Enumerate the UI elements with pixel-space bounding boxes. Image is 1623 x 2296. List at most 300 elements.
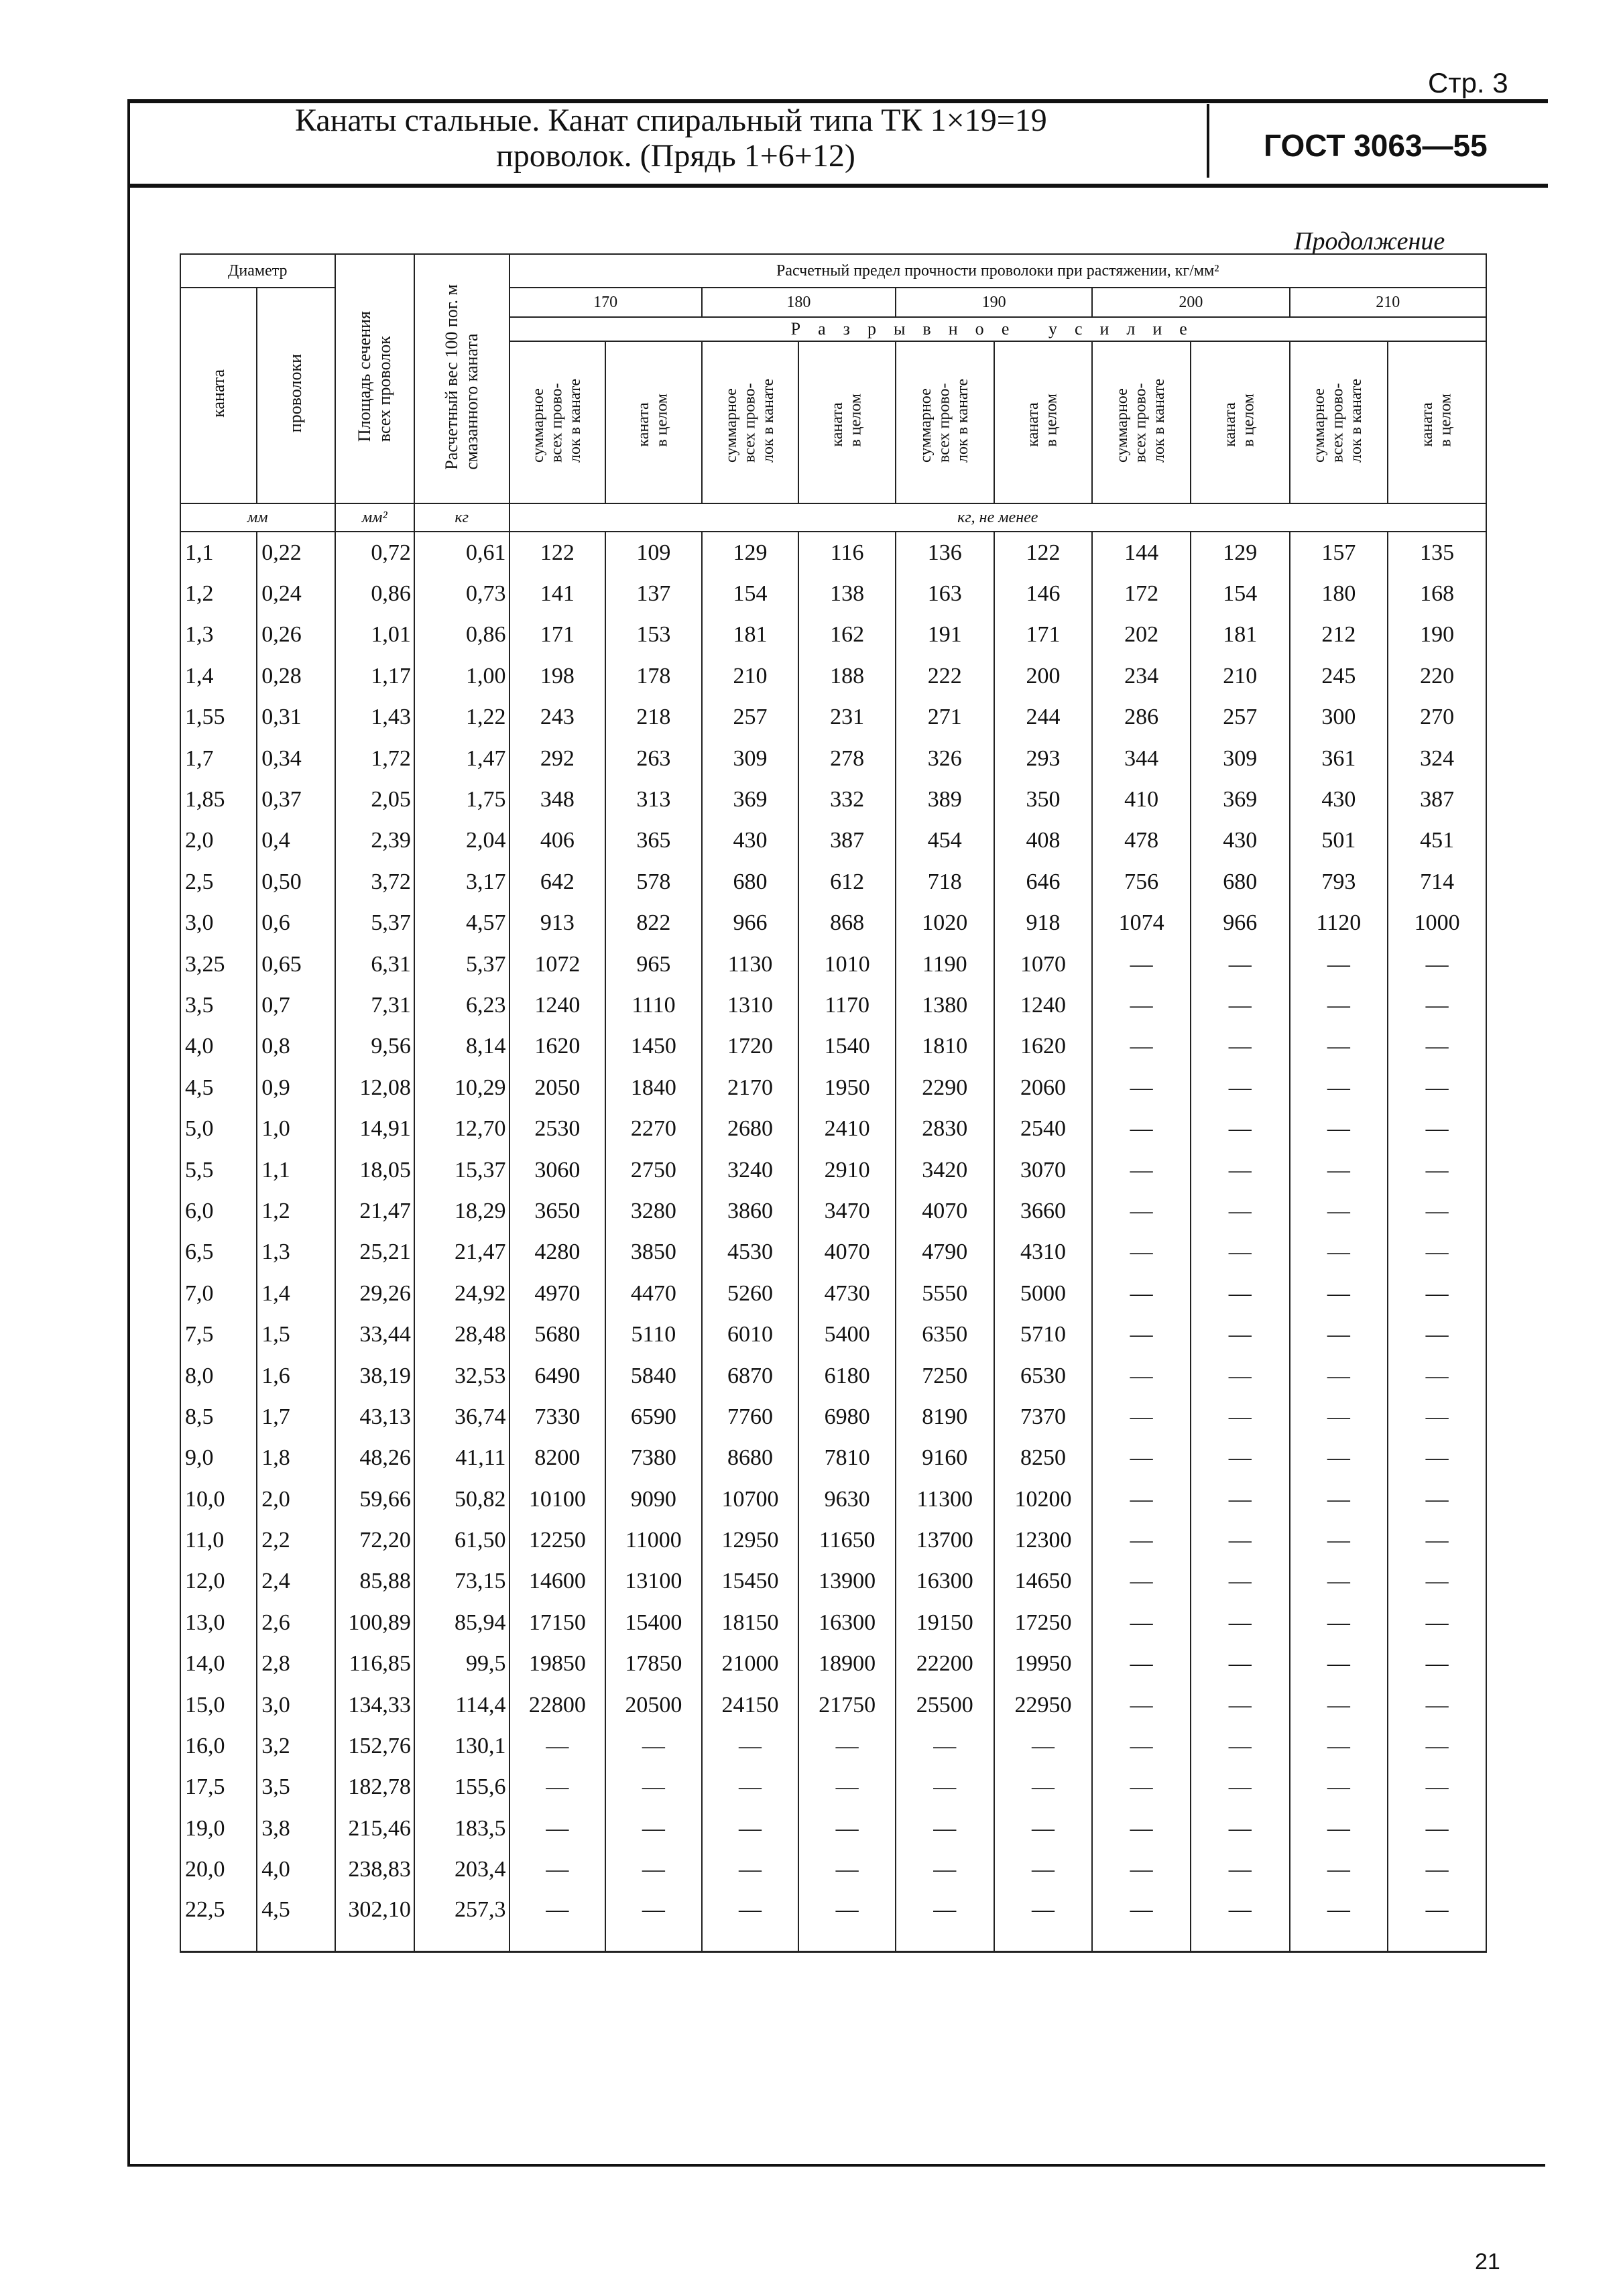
document-title-line2: проволок. (Прядь 1+6+12) xyxy=(496,138,855,174)
table-row xyxy=(180,1108,1486,1149)
table-cell: 25,21 xyxy=(335,1232,414,1273)
table-cell: 136 xyxy=(896,532,994,573)
table-cell: 38,19 xyxy=(335,1355,414,1396)
gost-code: ГОСТ 3063—55 xyxy=(1264,128,1488,163)
table-cell: 1,17 xyxy=(335,656,414,697)
table-cell: 19150 xyxy=(896,1602,994,1643)
table-cell: 15,37 xyxy=(414,1150,509,1191)
area-header: Площадь сечения всех проволок xyxy=(335,254,414,503)
whole-170-header: каната в целом xyxy=(605,341,702,503)
table-row xyxy=(180,532,1486,573)
table-cell: 0,22 xyxy=(257,532,335,573)
table-cell: — xyxy=(1092,1026,1191,1067)
table-row xyxy=(180,656,1486,697)
table-cell: — xyxy=(994,1808,1093,1849)
table-cell: 72,20 xyxy=(335,1520,414,1561)
table-cell: 966 xyxy=(1191,903,1290,944)
table-cell: 5,0 xyxy=(180,1108,257,1149)
table-cell: — xyxy=(1092,1520,1191,1561)
table-cell: 7,0 xyxy=(180,1273,257,1314)
table-cell: 2,4 xyxy=(257,1561,335,1602)
table-cell: 146 xyxy=(994,573,1093,614)
strength-180-header: 180 xyxy=(702,288,896,317)
table-cell: 1540 xyxy=(798,1026,896,1067)
table-cell: 0,65 xyxy=(257,944,335,985)
table-cell: 369 xyxy=(1191,779,1290,820)
table-cell: — xyxy=(896,1890,994,1952)
table-cell: — xyxy=(1388,1561,1486,1602)
table-cell: 270 xyxy=(1388,697,1486,738)
table-cell: 28,48 xyxy=(414,1314,509,1355)
table-cell: — xyxy=(1191,1561,1290,1602)
table-row xyxy=(180,1520,1486,1561)
table-cell: 12,0 xyxy=(180,1561,257,1602)
table-cell: 0,8 xyxy=(257,1026,335,1067)
table-cell: — xyxy=(1092,1890,1191,1952)
table-cell: — xyxy=(1092,1150,1191,1191)
table-cell: 245 xyxy=(1290,656,1388,697)
table-cell: 300 xyxy=(1290,697,1388,738)
table-cell: 181 xyxy=(1191,615,1290,656)
strength-190-header: 190 xyxy=(896,288,1092,317)
table-row xyxy=(180,1438,1486,1479)
table-cell: — xyxy=(1191,1150,1290,1191)
table-cell: 178 xyxy=(605,656,702,697)
table-cell: 3,17 xyxy=(414,861,509,902)
table-cell: 5400 xyxy=(798,1314,896,1355)
table-row xyxy=(180,1685,1486,1726)
unit-mm2: мм² xyxy=(335,503,414,532)
table-cell: — xyxy=(605,1850,702,1890)
table-cell: 61,50 xyxy=(414,1520,509,1561)
table-cell: 191 xyxy=(896,615,994,656)
table-cell: — xyxy=(1388,1520,1486,1561)
table-cell: — xyxy=(1290,1602,1388,1643)
table-cell: 793 xyxy=(1290,861,1388,902)
table-cell: — xyxy=(1388,1355,1486,1396)
table-cell: — xyxy=(1191,1602,1290,1643)
table-cell: — xyxy=(798,1767,896,1808)
table-cell: 257,3 xyxy=(414,1890,509,1952)
table-cell: 171 xyxy=(994,615,1093,656)
table-cell: 2530 xyxy=(509,1108,606,1149)
header-divider xyxy=(1207,104,1209,178)
table-cell: 2,05 xyxy=(335,779,414,820)
table-cell: — xyxy=(1191,1314,1290,1355)
table-row xyxy=(180,1644,1486,1685)
table-cell: 271 xyxy=(896,697,994,738)
table-cell: 1,4 xyxy=(257,1273,335,1314)
table-cell: 430 xyxy=(1191,821,1290,861)
table-cell: 2050 xyxy=(509,1067,606,1108)
table-cell: 1170 xyxy=(798,985,896,1026)
table-cell: 387 xyxy=(798,821,896,861)
table-cell: 13,0 xyxy=(180,1602,257,1643)
table-cell: — xyxy=(1092,1644,1191,1685)
table-cell: 2,8 xyxy=(257,1644,335,1685)
table-cell: 1,8 xyxy=(257,1438,335,1479)
table-cell: — xyxy=(605,1767,702,1808)
table-cell: — xyxy=(994,1850,1093,1890)
table-cell: 129 xyxy=(702,532,799,573)
table-cell: 4,0 xyxy=(257,1850,335,1890)
table-cell: 292 xyxy=(509,738,606,779)
table-cell: 0,37 xyxy=(257,779,335,820)
table-cell: 14,0 xyxy=(180,1644,257,1685)
table-cell: 257 xyxy=(1191,697,1290,738)
table-cell: — xyxy=(1191,1191,1290,1231)
table-cell: — xyxy=(1191,1479,1290,1520)
table-cell: 1,1 xyxy=(257,1150,335,1191)
table-cell: 152,76 xyxy=(335,1726,414,1766)
table-cell: — xyxy=(1290,985,1388,1026)
table-cell: 4,57 xyxy=(414,903,509,944)
whole-180-header: каната в целом xyxy=(798,341,896,503)
strength-200-header: 200 xyxy=(1092,288,1289,317)
table-cell: 0,4 xyxy=(257,821,335,861)
table-cell: — xyxy=(1290,1191,1388,1231)
table-cell: 231 xyxy=(798,697,896,738)
table-cell: 642 xyxy=(509,861,606,902)
table-cell: 612 xyxy=(798,861,896,902)
table-cell: 1074 xyxy=(1092,903,1191,944)
table-cell: 163 xyxy=(896,573,994,614)
table-cell: — xyxy=(702,1808,799,1849)
table-cell: — xyxy=(702,1767,799,1808)
document-title-line1: Канаты стальные. Канат спиральный типа ТК 1×19=19 xyxy=(295,103,1047,138)
whole-200-header: каната в целом xyxy=(1191,341,1290,503)
table-cell: 29,26 xyxy=(335,1273,414,1314)
table-cell: 913 xyxy=(509,903,606,944)
table-cell: 1,2 xyxy=(180,573,257,614)
table-cell: 7370 xyxy=(994,1396,1093,1437)
table-cell: 182,78 xyxy=(335,1767,414,1808)
table-cell: 2170 xyxy=(702,1067,799,1108)
table-cell: 212 xyxy=(1290,615,1388,656)
table-cell: 171 xyxy=(509,615,606,656)
table-cell: — xyxy=(1092,1108,1191,1149)
table-cell: — xyxy=(702,1850,799,1890)
page-label: Стр. 3 xyxy=(1428,67,1508,99)
table-cell: — xyxy=(1092,1602,1191,1643)
table-cell: — xyxy=(1092,1726,1191,1766)
table-cell: — xyxy=(1388,1602,1486,1643)
table-cell: 85,88 xyxy=(335,1561,414,1602)
table-cell: — xyxy=(1388,1850,1486,1890)
table-cell: 501 xyxy=(1290,821,1388,861)
sum-190-header: суммарное всех прово- лок в канате xyxy=(896,341,994,503)
table-cell: 1,22 xyxy=(414,697,509,738)
table-row xyxy=(180,821,1486,861)
table-cell: 0,26 xyxy=(257,615,335,656)
table-cell: 2,2 xyxy=(257,1520,335,1561)
table-cell: 2270 xyxy=(605,1108,702,1149)
table-cell: 33,44 xyxy=(335,1314,414,1355)
table-cell: 109 xyxy=(605,532,702,573)
table-cell: — xyxy=(1290,1767,1388,1808)
table-cell: 3470 xyxy=(798,1191,896,1231)
table-row xyxy=(180,697,1486,738)
table-cell: — xyxy=(1388,1026,1486,1067)
table-cell: 1,47 xyxy=(414,738,509,779)
table-cell: 3280 xyxy=(605,1191,702,1231)
table-cell: 2,39 xyxy=(335,821,414,861)
table-cell: — xyxy=(1092,985,1191,1026)
table-cell: 3240 xyxy=(702,1150,799,1191)
table-cell: 2,6 xyxy=(257,1602,335,1643)
table-cell: 138 xyxy=(798,573,896,614)
table-cell: 18900 xyxy=(798,1644,896,1685)
table-cell: 326 xyxy=(896,738,994,779)
table-cell: 59,66 xyxy=(335,1479,414,1520)
table-cell: 0,50 xyxy=(257,861,335,902)
table-cell: 278 xyxy=(798,738,896,779)
table-cell: 6,0 xyxy=(180,1191,257,1231)
table-cell: 10,29 xyxy=(414,1067,509,1108)
table-cell: — xyxy=(1290,1150,1388,1191)
table-cell: 5000 xyxy=(994,1273,1093,1314)
sum-180-header: суммарное всех прово- лок в канате xyxy=(702,341,799,503)
table-cell: — xyxy=(509,1726,606,1766)
table-cell: 2,0 xyxy=(257,1479,335,1520)
table-cell: 210 xyxy=(702,656,799,697)
table-row xyxy=(180,861,1486,902)
table-cell: 350 xyxy=(994,779,1093,820)
table-cell: 756 xyxy=(1092,861,1191,902)
unit-weight: кг xyxy=(414,503,509,532)
table-cell: 0,86 xyxy=(335,573,414,614)
table-cell: 14,91 xyxy=(335,1108,414,1149)
table-cell: — xyxy=(702,1726,799,1766)
table-cell: 9,56 xyxy=(335,1026,414,1067)
table-row xyxy=(180,1479,1486,1520)
table-cell: 1620 xyxy=(994,1026,1093,1067)
table-cell: 714 xyxy=(1388,861,1486,902)
table-cell: 4730 xyxy=(798,1273,896,1314)
table-cell: 15,0 xyxy=(180,1685,257,1726)
table-cell: — xyxy=(1191,1273,1290,1314)
table-cell: 6010 xyxy=(702,1314,799,1355)
table-cell: 13100 xyxy=(605,1561,702,1602)
table-cell: 1,5 xyxy=(257,1314,335,1355)
table-cell: 21,47 xyxy=(335,1191,414,1231)
table-cell: — xyxy=(1092,1685,1191,1726)
table-cell: — xyxy=(1290,1850,1388,1890)
table-cell: 3,8 xyxy=(257,1808,335,1849)
table-cell: 7810 xyxy=(798,1438,896,1479)
table-cell: 7380 xyxy=(605,1438,702,1479)
table-cell: 0,6 xyxy=(257,903,335,944)
table-cell: 1,3 xyxy=(180,615,257,656)
table-cell: 1,00 xyxy=(414,656,509,697)
table-cell: 16300 xyxy=(896,1561,994,1602)
table-row xyxy=(180,779,1486,820)
table-cell: — xyxy=(896,1767,994,1808)
table-cell: 0,31 xyxy=(257,697,335,738)
table-cell: 32,53 xyxy=(414,1355,509,1396)
table-cell: 6,31 xyxy=(335,944,414,985)
table-cell: 5110 xyxy=(605,1314,702,1355)
table-cell: 2540 xyxy=(994,1108,1093,1149)
table-cell: 183,5 xyxy=(414,1808,509,1849)
table-cell: — xyxy=(1290,1644,1388,1685)
table-cell: 10200 xyxy=(994,1479,1093,1520)
table-cell: 20,0 xyxy=(180,1850,257,1890)
table-cell: 3850 xyxy=(605,1232,702,1273)
table-cell: 234 xyxy=(1092,656,1191,697)
unit-mm: мм xyxy=(180,503,335,532)
table-cell: 4,5 xyxy=(180,1067,257,1108)
table-cell: 16300 xyxy=(798,1602,896,1643)
table-cell: 1072 xyxy=(509,944,606,985)
table-cell: 4970 xyxy=(509,1273,606,1314)
table-cell: 16,0 xyxy=(180,1726,257,1766)
table-cell: — xyxy=(994,1767,1093,1808)
table-cell: 1720 xyxy=(702,1026,799,1067)
page-number: 21 xyxy=(1475,2249,1500,2275)
frame-left-rule xyxy=(127,181,130,2165)
table-cell: — xyxy=(1290,944,1388,985)
table-cell: 85,94 xyxy=(414,1602,509,1643)
table-cell: 4310 xyxy=(994,1232,1093,1273)
table-cell: 4070 xyxy=(798,1232,896,1273)
table-cell: 172 xyxy=(1092,573,1191,614)
table-cell: — xyxy=(1191,1726,1290,1766)
table-cell: 8680 xyxy=(702,1438,799,1479)
table-row xyxy=(180,1396,1486,1437)
table-cell: — xyxy=(1191,944,1290,985)
table-cell: 6980 xyxy=(798,1396,896,1437)
table-cell: 408 xyxy=(994,821,1093,861)
table-cell: — xyxy=(896,1726,994,1766)
table-cell: 12950 xyxy=(702,1520,799,1561)
table-cell: 1810 xyxy=(896,1026,994,1067)
table-cell: 1310 xyxy=(702,985,799,1026)
table-cell: 153 xyxy=(605,615,702,656)
table-cell: — xyxy=(1092,1232,1191,1273)
table-cell: 1010 xyxy=(798,944,896,985)
table-cell: 1,01 xyxy=(335,615,414,656)
table-cell: 210 xyxy=(1191,656,1290,697)
table-cell: 578 xyxy=(605,861,702,902)
table-cell: 24150 xyxy=(702,1685,799,1726)
table-row xyxy=(180,903,1486,944)
table-cell: — xyxy=(1092,1808,1191,1849)
table-row xyxy=(180,1850,1486,1890)
table-cell: — xyxy=(994,1726,1093,1766)
table-cell: 2410 xyxy=(798,1108,896,1149)
table-cell: 1,6 xyxy=(257,1355,335,1396)
table-cell: 6590 xyxy=(605,1396,702,1437)
table-row xyxy=(180,1602,1486,1643)
table-cell: — xyxy=(1092,1561,1191,1602)
table-cell: — xyxy=(1191,1767,1290,1808)
table-row xyxy=(180,1026,1486,1067)
table-cell: — xyxy=(798,1850,896,1890)
table-cell: 5,37 xyxy=(414,944,509,985)
table-cell: — xyxy=(1191,1685,1290,1726)
table-cell: 13900 xyxy=(798,1561,896,1602)
table-cell: 6,5 xyxy=(180,1232,257,1273)
table-cell: 286 xyxy=(1092,697,1191,738)
table-cell: 99,5 xyxy=(414,1644,509,1685)
table-cell: — xyxy=(1388,1644,1486,1685)
table-cell: 11,0 xyxy=(180,1520,257,1561)
table-cell: 0,72 xyxy=(335,532,414,573)
table-cell: 244 xyxy=(994,697,1093,738)
table-cell: — xyxy=(1388,1726,1486,1766)
table-cell: 11300 xyxy=(896,1479,994,1520)
table-cell: 369 xyxy=(702,779,799,820)
table-cell: 50,82 xyxy=(414,1479,509,1520)
table-cell: 430 xyxy=(702,821,799,861)
frame-bottom-rule xyxy=(127,2164,1545,2167)
table-cell: — xyxy=(509,1890,606,1952)
table-cell: 822 xyxy=(605,903,702,944)
table-cell: — xyxy=(1191,1808,1290,1849)
table-cell: 451 xyxy=(1388,821,1486,861)
diameter-group-header: Диаметр xyxy=(180,254,335,288)
table-cell: — xyxy=(1388,1067,1486,1108)
table-cell: 25500 xyxy=(896,1685,994,1726)
table-cell: 4470 xyxy=(605,1273,702,1314)
table-cell: 332 xyxy=(798,779,896,820)
table-cell: — xyxy=(1290,1726,1388,1766)
table-cell: — xyxy=(798,1890,896,1952)
table-cell: 4530 xyxy=(702,1232,799,1273)
sum-210-header: суммарное всех прово- лок в канате xyxy=(1290,341,1388,503)
table-cell: — xyxy=(1191,1850,1290,1890)
table-row xyxy=(180,944,1486,985)
table-cell: 1,1 xyxy=(180,532,257,573)
table-cell: — xyxy=(1388,1767,1486,1808)
table-cell: 238,83 xyxy=(335,1850,414,1890)
table-cell: — xyxy=(1388,1808,1486,1849)
table-cell: 154 xyxy=(702,573,799,614)
table-cell: 1120 xyxy=(1290,903,1388,944)
table-cell: 3660 xyxy=(994,1191,1093,1231)
table-cell: 5710 xyxy=(994,1314,1093,1355)
table-cell: 868 xyxy=(798,903,896,944)
table-cell: 14650 xyxy=(994,1561,1093,1602)
table-cell: 41,11 xyxy=(414,1438,509,1479)
table-cell: 73,15 xyxy=(414,1561,509,1602)
table-cell: 3070 xyxy=(994,1150,1093,1191)
table-cell: 365 xyxy=(605,821,702,861)
table-cell: — xyxy=(1290,1890,1388,1952)
table-cell: 8250 xyxy=(994,1438,1093,1479)
table-cell: — xyxy=(1290,1273,1388,1314)
unit-force: кг, не менее xyxy=(509,503,1486,532)
table-cell: 13700 xyxy=(896,1520,994,1561)
table-cell: 21750 xyxy=(798,1685,896,1726)
table-cell: — xyxy=(896,1850,994,1890)
table-cell: 0,86 xyxy=(414,615,509,656)
rope-specification-table xyxy=(180,253,1487,1953)
table-cell: 309 xyxy=(702,738,799,779)
table-cell: — xyxy=(994,1890,1093,1952)
table-cell: 2,0 xyxy=(180,821,257,861)
table-cell: 1070 xyxy=(994,944,1093,985)
table-cell: 0,61 xyxy=(414,532,509,573)
table-cell: 12250 xyxy=(509,1520,606,1561)
table-cell: — xyxy=(1092,1191,1191,1231)
table-cell: 2680 xyxy=(702,1108,799,1149)
table-cell: 180 xyxy=(1290,573,1388,614)
table-cell: 7,31 xyxy=(335,985,414,1026)
table-row xyxy=(180,1767,1486,1808)
table-cell: 8200 xyxy=(509,1438,606,1479)
